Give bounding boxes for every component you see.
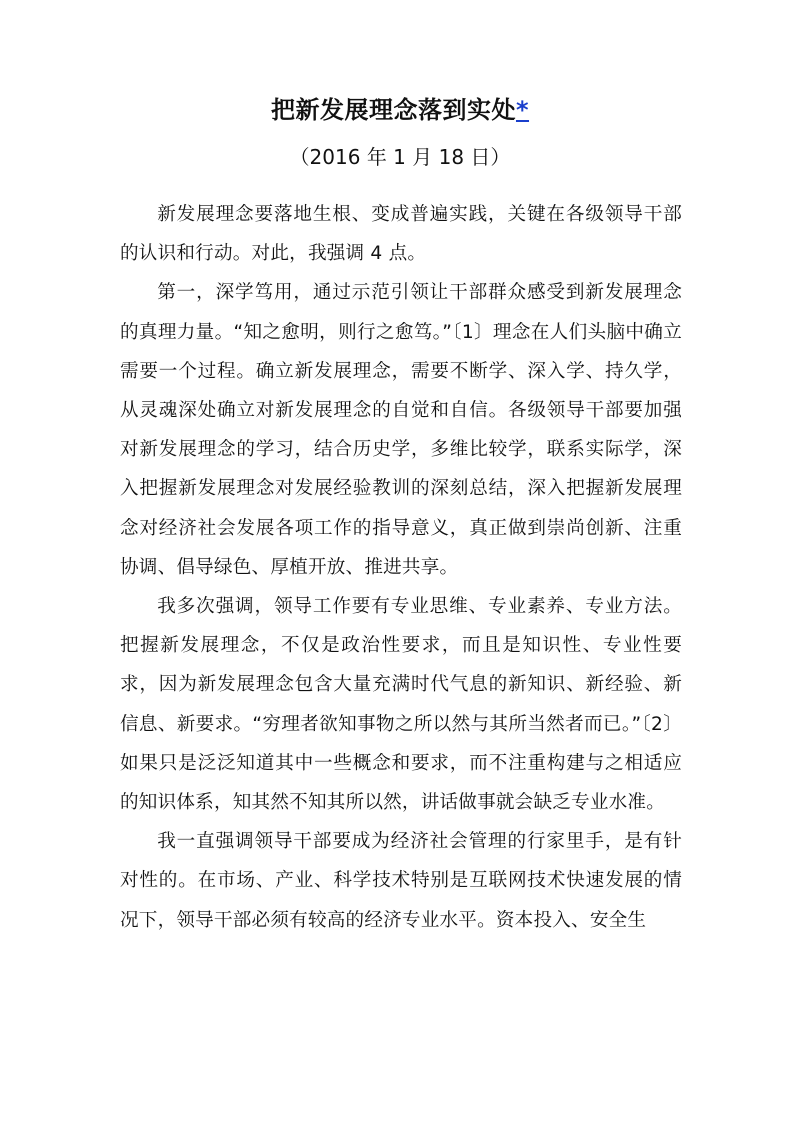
title-text: 把新发展理念落到实处 xyxy=(270,96,516,124)
paragraph: 第一，深学笃用，通过示范引领让干部群众感受到新发展理念的真理力量。“知之愈明，则行之愈笃。”〔1〕理念在人们头脑中确立需要一个过程。确立新发展理念，需要不断学、深入学、持久学，从灵魂深处确立对新发展理念的自觉和自信。各级领导干部要加强对新发展理念的学习，结合历史学，多维比较学，联系实际学，深入把握新发展理念对发展经验教训的深刻总结，深入把握新发展理念对经济社会发展各项工作的指导意义，真正做到崇尚创新、注重协调、倡导绿色、厚植开放、推进共享。 xyxy=(120,282,682,578)
document-date: （2016 年 1 月 18 日） xyxy=(289,145,511,169)
document-body xyxy=(120,195,682,940)
paragraph: 我一直强调领导干部要成为经济社会管理的行家里手，是有针对性的。在市场、产业、科学技术特别是互联网技术快速发展的情况下，领导干部必须有较高的经济专业水平。资本投入、安全生 xyxy=(120,831,682,931)
paragraph: 新发展理念要落地生根、变成普遍实践，关键在各级领导干部的认识和行动。对此，我强调 4 点。 xyxy=(120,204,682,265)
paragraph: 我多次强调，领导工作要有专业思维、专业素养、专业方法。把握新发展理念，不仅是政治性要求，而且是知识性、专业性要求，因为新发展理念包含大量充满时代气息的新知识、新经验、新信息、新要求。“穷理者欲知事物之所以然与其所当然者而已。”〔2〕如果只是泛泛知道其中一些概念和要求，而不注重构建与之相适应的知识体系，知其然不知其所以然，讲话做事就会缺乏专业水准。 xyxy=(120,596,682,814)
title-footnote-link[interactable]: * xyxy=(515,96,530,124)
document-title xyxy=(0,92,800,128)
